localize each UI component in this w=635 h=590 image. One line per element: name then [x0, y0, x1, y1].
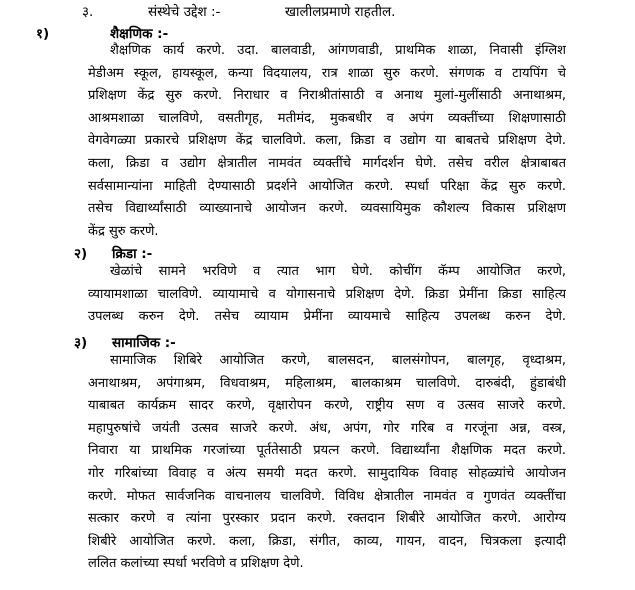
section-1-line: मेडीअम स्कूल, हायस्कूल, कन्या विदयालय, रात्र शाळा सुरु करणे. संगणक व टायपिंग चे	[88, 65, 566, 81]
section-3-paragraph	[88, 350, 566, 576]
section-1-line: प्रशिक्षण केंद्र सुरु करणे. निराधार व निराश्रीतांसाठी व अनाथ मुलां-मुलींसाठी अनाथाश्रम,	[88, 88, 566, 104]
section-1-number: १)	[36, 26, 50, 42]
section-3-title: सामाजिक :-	[112, 335, 176, 351]
section-3-number: ३)	[74, 335, 88, 351]
section-3-line: निवारा या प्राथमिक गरजांच्या पूर्ततेसाठी प्रयत्न करणे. विद्यार्थ्यांना शैक्षणिक मदत करणे.	[88, 443, 566, 459]
section-2-paragraph	[88, 261, 566, 329]
section-2-number: २)	[74, 246, 88, 262]
header-number: ३.	[82, 4, 94, 20]
section-1-title: शैक्षणिक :-	[110, 26, 169, 42]
section-1-line: आश्रमशाळा चालविणे, वसतीगृह, मतीमंद, मुकबधीर व अपंग व्यक्तींच्या शिक्षणासाठी	[88, 110, 566, 126]
section-2-line: व्यायामशाळा चालविणे. व्यायामाचे व योगासनाचे प्रशिक्षण देणे. क्रिडा प्रेमींना क्रिडा साहित्य	[88, 286, 566, 302]
section-1-line: तसेच विद्यार्थ्यांसाठी व्याख्यानाचे आयोजन करणे. व्यवसायिमुक कौशल्य विकास प्रशिक्षण	[88, 201, 566, 217]
section-1-line: वेगवेगळ्या प्रकारचे प्रशिक्षण केंद्र चालविणे. कला, क्रिडा व उद्योग या बाबतचे प्रशिक्षण देणे.	[88, 133, 566, 149]
section-2-line: उपलब्ध करुन देणे. तसेच व्यायाम प्रेमींना व्यायमाचे साहित्य उपलब्ध करुन देणे.	[88, 309, 566, 325]
section-1-line: केंद्र सुरु करणे.	[88, 223, 159, 239]
section-3-line: ललित कलांच्या स्पर्धा भरविणे व प्रशिक्षण देणे.	[88, 556, 304, 572]
section-3-line: सामाजिक शिबिरे आयोजित करणे, बालसदन, बालसंगोपन, बालगृह, वृध्दाश्रम,	[110, 353, 566, 368]
section-3-line: गोर गरिबांच्या विवाह व अंत्य समयी मदत करणे. सामुदायिक विवाह सोहळ्यांचे आयोजन	[88, 465, 566, 481]
section-3-line: करणे. मोफत सार्वजनिक वाचनालय चालविणे. विविध क्षेत्रातील नामवंत व गुणवंत व्यक्तींचा	[88, 488, 566, 504]
section-2-title: क्रिडा :-	[112, 246, 153, 262]
section-1-paragraph	[88, 40, 566, 243]
header-label: संस्थेचे उद्देश :-	[148, 4, 221, 20]
section-3-line: अनाथाश्रम, अपंगाश्रम, विधवाश्रम, महिलाश्रम, बालकाश्रम चालविणे. दारुबंदी, हुंडाबंधी	[88, 375, 566, 391]
section-3-line: याबाबत कार्यक्रम सादर करणे, वृक्षारोपन करणे, राष्ट्रीय सण व उत्सव साजरे करणे.	[88, 398, 566, 414]
section-1-line: कला, क्रिडा व उद्योग क्षेत्रातील नामवंत व्यक्तींचे मार्गदर्शन घेणे. तसेच वरील क्षेत्राबाबत	[88, 155, 566, 171]
section-3-line: सत्कार करणे व त्यांना पुरस्कार प्रदान करणे. रक्तदान शिबीरे आयोजित करणे. आरोग्य	[88, 511, 566, 527]
section-1-line: सर्वसामान्यांना माहिती देण्यासाठी प्रदर्शने आयोजित करणे. स्पर्धा परिक्षा केंद्र सुरु करणे.	[88, 178, 566, 194]
section-3-line: महापुरुषांचे जयंती उत्सव साजरे करणे. अंध, अपंग, गोर गरिब व गरजूंना अन्न, वस्त्र,	[88, 420, 566, 436]
header-text: खालीलप्रमाणे राहतील.	[285, 4, 396, 20]
section-3-line: शिबीरे आयोजित करणे. कला, क्रिडा, संगीत, काव्य, गायन, वादन, चित्रकला इत्यादी	[88, 533, 566, 549]
section-1-line: शैक्षणिक कार्य करणे. उदा. बालवाडी, आंगणवाडी, प्राथमिक शाळा, निवासी इंग्लिश	[110, 43, 566, 58]
section-2-line: खेळांचे सामने भरविणे व त्यात भाग घेणे. कोचींग कॅम्प आयोजित करणे,	[110, 264, 566, 279]
